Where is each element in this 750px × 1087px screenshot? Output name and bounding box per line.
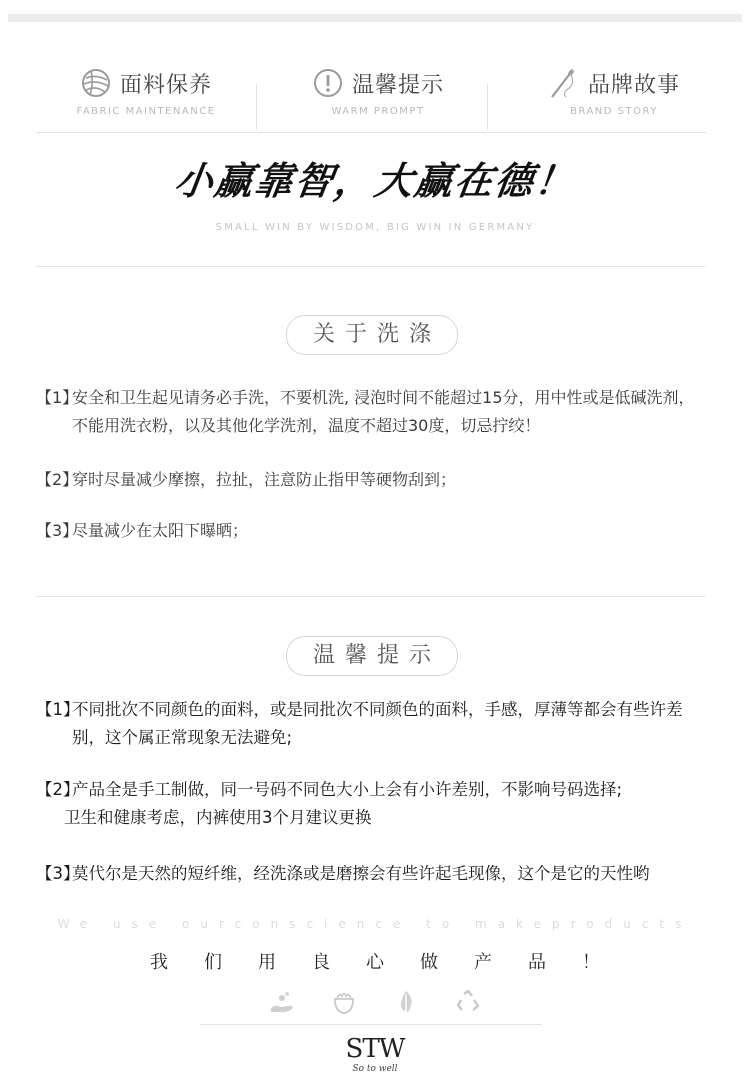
tab-separator	[487, 84, 488, 130]
list-item	[36, 517, 710, 545]
motto-char: 我	[150, 952, 168, 973]
item-number: 【2】	[36, 470, 79, 489]
brand-tagline: So to well	[352, 1064, 398, 1074]
section-divider	[36, 596, 706, 597]
recycle-icon	[454, 988, 482, 1016]
motto-english: We use ourconscience to makeproducts	[57, 917, 693, 931]
exclamation-icon	[312, 67, 344, 99]
item-number: 【1】	[36, 700, 80, 719]
section-title-tips: 温馨提示	[286, 636, 458, 676]
footer-divider	[200, 1024, 542, 1025]
motto-char: 们	[204, 952, 222, 973]
section-divider	[36, 266, 706, 267]
tab-label: 品牌故事	[587, 72, 680, 98]
tab-sublabel: WARM PROMPT	[331, 106, 425, 117]
item-text: 不同批次不同颜色的面料，或是同批次不同颜色的面料，手感，厚薄等都会有些许差别，这个属正常现象无法避免;	[72, 700, 683, 747]
needle-thread-icon	[548, 67, 580, 99]
top-divider-bar	[8, 14, 742, 22]
tab-label: 温馨提示	[351, 72, 444, 98]
motto-char: 心	[366, 952, 384, 973]
item-number: 【3】	[36, 864, 80, 883]
list-item	[36, 860, 710, 888]
tab-sublabel: FABRIC MAINTENANCE	[76, 106, 216, 117]
motto-char: 良	[312, 952, 330, 973]
header-tabs	[36, 62, 706, 133]
item-text: 莫代尔是天然的短纤维，经洗涤或是磨擦会有些许起毛现像，这个是它的天性哟	[72, 864, 650, 883]
motto-char: 品	[528, 952, 546, 973]
motto-char: 用	[258, 952, 276, 973]
list-item	[36, 696, 710, 752]
tab-fabric-maintenance[interactable]	[36, 62, 256, 124]
tab-label: 面料保养	[119, 72, 212, 98]
item-text-second-line: 卫生和健康考虑，内裤使用3个月建议更换	[64, 808, 372, 827]
motto-char: ！	[582, 952, 600, 973]
brand-logo: STW	[345, 1034, 405, 1064]
hand-care-icon	[268, 988, 296, 1016]
item-number: 【1】	[36, 388, 79, 407]
tab-sublabel: BRAND STORY	[570, 106, 658, 117]
slogan-english: SMALL WIN BY WISDOM, BIG WIN IN GERMANY	[215, 222, 535, 233]
list-item	[36, 776, 710, 832]
tab-brand-story[interactable]	[504, 62, 724, 124]
tab-warm-prompt[interactable]	[268, 62, 488, 124]
yarn-ball-icon	[80, 67, 112, 99]
item-text: 产品全是手工制做，同一号码不同色大小上会有小许差别，不影响号码选择;	[72, 780, 623, 799]
item-text: 穿时尽量减少摩擦，拉扯，注意防止指甲等硬物刮到；	[72, 470, 457, 489]
motto-char: 产	[474, 952, 492, 973]
section-title-washing: 关于洗涤	[286, 315, 458, 355]
motto-chinese	[0, 948, 750, 974]
item-number: 【3】	[36, 521, 79, 540]
footer-icon-row	[0, 988, 750, 1016]
list-item	[36, 384, 710, 440]
list-item	[36, 466, 710, 494]
tab-separator	[256, 84, 257, 130]
item-text: 安全和卫生起见请务必手洗，不要机洗, 浸泡时间不能超过15分，用中性或是低碱洗剂，不能用洗衣粉，以及其他化学洗剂，温度不超过30度，切忌拧绞！	[72, 388, 695, 435]
item-number: 【2】	[36, 780, 80, 799]
item-text: 尽量减少在太阳下曝晒；	[72, 521, 249, 540]
leaf-icon	[392, 988, 420, 1016]
gift-bag-icon	[330, 988, 358, 1016]
slogan-calligraphy: 小赢靠智，大赢在德！	[171, 158, 579, 203]
motto-char: 做	[420, 952, 438, 973]
